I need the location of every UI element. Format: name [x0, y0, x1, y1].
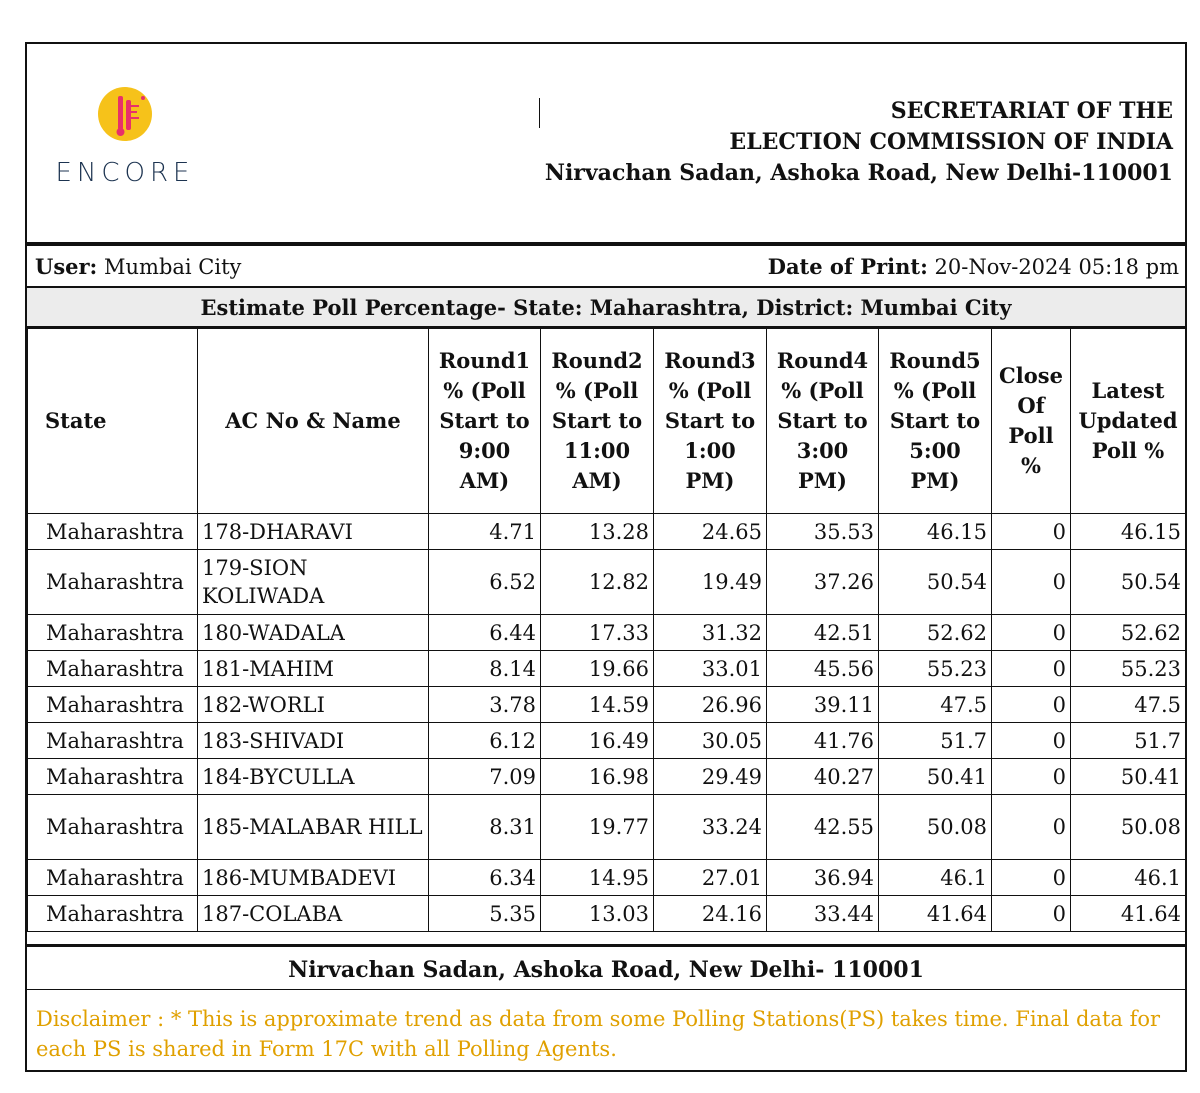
- cell-round2: 19.66: [541, 651, 654, 687]
- org-address-block: [545, 96, 1173, 189]
- cell-latest-poll: 52.62: [1071, 615, 1186, 651]
- cell-round5: 50.54: [879, 550, 992, 615]
- cell-close-of-poll: 0: [992, 723, 1071, 759]
- cell-state: Maharashtra: [28, 550, 198, 615]
- cell-round2: 16.49: [541, 723, 654, 759]
- cell-round1: 8.31: [429, 795, 541, 860]
- cell-round1: 3.78: [429, 687, 541, 723]
- cell-round4: 33.44: [767, 896, 879, 932]
- cell-round4: 42.51: [767, 615, 879, 651]
- col-header-round3: Round3 % (Poll Start to 1:00 PM): [654, 329, 767, 514]
- table-row: [28, 896, 1186, 932]
- cell-state: Maharashtra: [28, 795, 198, 860]
- cell-round3: 33.24: [654, 795, 767, 860]
- footer-address: Nirvachan Sadan, Ashoka Road, New Delhi- 110001: [27, 944, 1185, 990]
- cell-round3: 24.16: [654, 896, 767, 932]
- cell-round4: 41.76: [767, 723, 879, 759]
- print-date-info: [768, 254, 1179, 279]
- cell-round5: 46.1: [879, 860, 992, 896]
- cell-round4: 42.55: [767, 795, 879, 860]
- user-info: [35, 254, 241, 279]
- cell-round1: 6.34: [429, 860, 541, 896]
- org-line-1: SECRETARIAT OF THE: [890, 98, 1173, 124]
- cell-close-of-poll: 0: [992, 860, 1071, 896]
- table-row: [28, 514, 1186, 550]
- col-header-round4: Round4 % (Poll Start to 3:00 PM): [767, 329, 879, 514]
- cell-ac: 187-COLABA: [198, 896, 429, 932]
- table-row: [28, 759, 1186, 795]
- date-label: Date of Print:: [767, 254, 928, 279]
- user-label: User:: [35, 254, 98, 279]
- col-header-round1: Round1 % (Poll Start to 9:00 AM): [429, 329, 541, 514]
- text-cursor: [539, 98, 540, 128]
- cell-round4: 39.11: [767, 687, 879, 723]
- cell-round1: 5.35: [429, 896, 541, 932]
- cell-round5: 46.15: [879, 514, 992, 550]
- info-bar: [27, 246, 1185, 288]
- cell-round3: 27.01: [654, 860, 767, 896]
- cell-close-of-poll: 0: [992, 759, 1071, 795]
- cell-round3: 30.05: [654, 723, 767, 759]
- cell-ac: 180-WADALA: [198, 615, 429, 651]
- cell-state: Maharashtra: [28, 514, 198, 550]
- cell-round2: 17.33: [541, 615, 654, 651]
- table-body: [28, 514, 1186, 932]
- cell-ac: 186-MUMBADEVI: [198, 860, 429, 896]
- encore-logo-text: ENCORE: [55, 158, 195, 188]
- table-row: [28, 615, 1186, 651]
- cell-round3: 24.65: [654, 514, 767, 550]
- cell-ac: 179-SION KOLIWADA: [198, 550, 429, 615]
- col-header-round5: Round5 % (Poll Start to 5:00 PM): [879, 329, 992, 514]
- cell-close-of-poll: 0: [992, 651, 1071, 687]
- cell-round2: 13.03: [541, 896, 654, 932]
- cell-round5: 51.7: [879, 723, 992, 759]
- cell-latest-poll: 50.08: [1071, 795, 1186, 860]
- cell-round2: 14.95: [541, 860, 654, 896]
- cell-round1: 6.44: [429, 615, 541, 651]
- col-header-latest-poll: Latest Updated Poll %: [1071, 329, 1186, 514]
- cell-latest-poll: 51.7: [1071, 723, 1186, 759]
- col-header-round2: Round2 % (Poll Start to 11:00 AM): [541, 329, 654, 514]
- cell-round4: 40.27: [767, 759, 879, 795]
- cell-state: Maharashtra: [28, 615, 198, 651]
- cell-latest-poll: 46.1: [1071, 860, 1186, 896]
- table-row: [28, 723, 1186, 759]
- cell-round4: 36.94: [767, 860, 879, 896]
- cell-round4: 35.53: [767, 514, 879, 550]
- cell-latest-poll: 47.5: [1071, 687, 1186, 723]
- report-subtitle: Estimate Poll Percentage- State: Maharashtra, District: Mumbai City: [27, 288, 1185, 328]
- table-row: [28, 550, 1186, 615]
- cell-latest-poll: 46.15: [1071, 514, 1186, 550]
- cell-ac: 181-MAHIM: [198, 651, 429, 687]
- cell-state: Maharashtra: [28, 896, 198, 932]
- cell-ac: 178-DHARAVI: [198, 514, 429, 550]
- cell-round3: 31.32: [654, 615, 767, 651]
- cell-round5: 41.64: [879, 896, 992, 932]
- encore-logo-icon: [97, 86, 153, 142]
- cell-close-of-poll: 0: [992, 615, 1071, 651]
- cell-round4: 45.56: [767, 651, 879, 687]
- table-row: [28, 795, 1186, 860]
- cell-round3: 19.49: [654, 550, 767, 615]
- cell-close-of-poll: 0: [992, 896, 1071, 932]
- col-header-state: State: [28, 329, 198, 514]
- col-header-ac: AC No & Name: [198, 329, 429, 514]
- table-row: [28, 687, 1186, 723]
- cell-ac: 184-BYCULLA: [198, 759, 429, 795]
- cell-round5: 50.08: [879, 795, 992, 860]
- cell-round3: 29.49: [654, 759, 767, 795]
- cell-round4: 37.26: [767, 550, 879, 615]
- cell-ac: 183-SHIVADI: [198, 723, 429, 759]
- cell-close-of-poll: 0: [992, 550, 1071, 615]
- cell-round1: 8.14: [429, 651, 541, 687]
- cell-round1: 7.09: [429, 759, 541, 795]
- date-value: 20-Nov-2024 05:18 pm: [934, 255, 1179, 279]
- cell-round1: 6.52: [429, 550, 541, 615]
- cell-round3: 26.96: [654, 687, 767, 723]
- col-header-close-of-poll: Close Of Poll %: [992, 329, 1071, 514]
- cell-round1: 4.71: [429, 514, 541, 550]
- cell-round5: 55.23: [879, 651, 992, 687]
- org-line-2: ELECTION COMMISSION OF INDIA: [729, 129, 1173, 155]
- cell-state: Maharashtra: [28, 687, 198, 723]
- cell-state: Maharashtra: [28, 759, 198, 795]
- cell-ac: 185-MALABAR HILL: [198, 795, 429, 860]
- cell-ac: 182-WORLI: [198, 687, 429, 723]
- cell-round2: 13.28: [541, 514, 654, 550]
- cell-round5: 52.62: [879, 615, 992, 651]
- table-row: [28, 860, 1186, 896]
- table-header-row: [28, 329, 1186, 514]
- poll-percentage-table: [27, 328, 1186, 932]
- cell-close-of-poll: 0: [992, 514, 1071, 550]
- cell-round3: 33.01: [654, 651, 767, 687]
- cell-close-of-poll: 0: [992, 687, 1071, 723]
- cell-close-of-poll: 0: [992, 795, 1071, 860]
- report-header: [27, 44, 1185, 242]
- cell-round2: 16.98: [541, 759, 654, 795]
- cell-latest-poll: 50.41: [1071, 759, 1186, 795]
- report-frame: [25, 42, 1187, 1072]
- cell-state: Maharashtra: [28, 651, 198, 687]
- user-value: Mumbai City: [104, 255, 242, 279]
- cell-round2: 19.77: [541, 795, 654, 860]
- cell-round2: 12.82: [541, 550, 654, 615]
- table-row: [28, 651, 1186, 687]
- disclaimer-text: Disclaimer : * This is approximate trend as data from some Polling Stations(PS) takes time. Final data for each PS is shared in Form 17C with all Polling Agents.: [36, 1007, 1161, 1061]
- cell-latest-poll: 50.54: [1071, 550, 1186, 615]
- cell-round5: 50.41: [879, 759, 992, 795]
- encore-logo: [55, 86, 195, 196]
- cell-latest-poll: 55.23: [1071, 651, 1186, 687]
- cell-round1: 6.12: [429, 723, 541, 759]
- org-line-3: Nirvachan Sadan, Ashoka Road, New Delhi-110001: [544, 160, 1173, 186]
- cell-state: Maharashtra: [28, 723, 198, 759]
- cell-round2: 14.59: [541, 687, 654, 723]
- cell-latest-poll: 41.64: [1071, 896, 1186, 932]
- cell-state: Maharashtra: [28, 860, 198, 896]
- cell-round5: 47.5: [879, 687, 992, 723]
